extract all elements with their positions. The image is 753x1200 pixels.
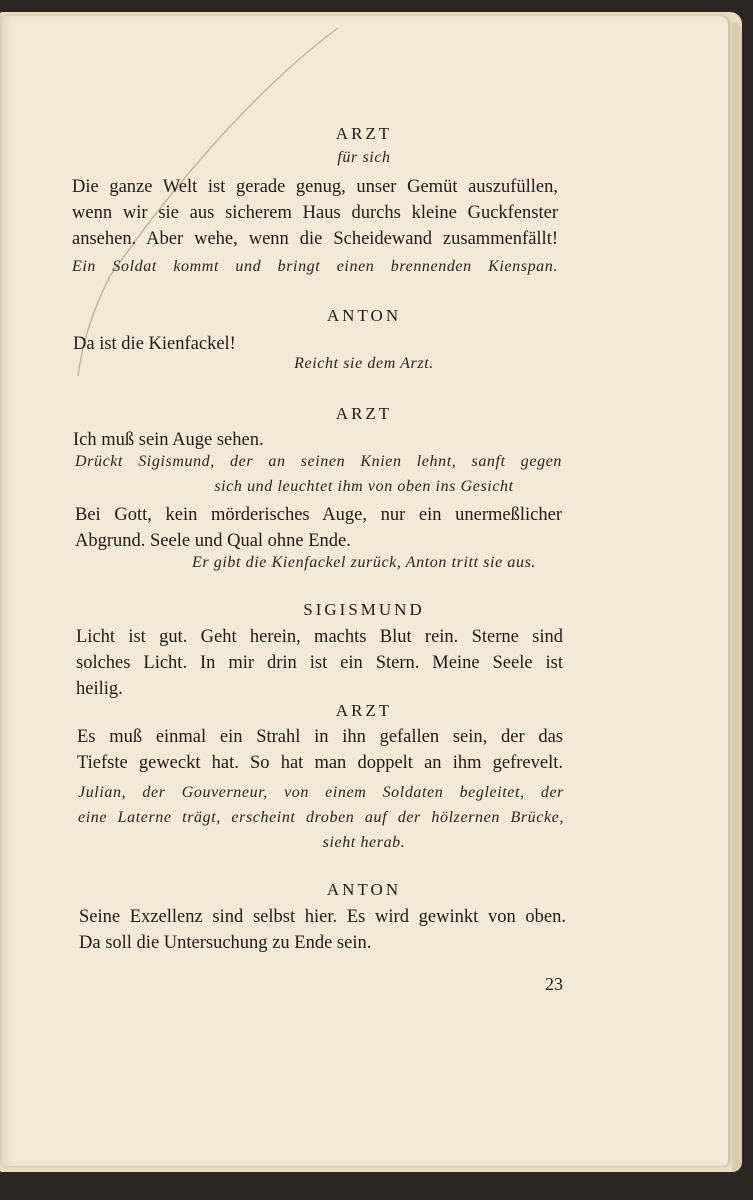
dialogue-line: Seine Exzellenz sind selbst hier. Es wird gewinkt von oben.	[79, 907, 566, 927]
dialogue-line: Da soll die Untersuchung zu Ende sein.	[79, 933, 372, 953]
book-page	[0, 16, 728, 1166]
dialogue-line: Tiefste geweckt hat. So hat man doppelt an ihm gefrevelt.	[77, 753, 563, 773]
stage-direction: sich und leuchtet ihm von oben ins Gesicht	[214, 478, 514, 495]
speaker-name: ARZT	[335, 404, 393, 423]
stage-direction: Julian, der Gouverneur, von einem Soldaten begleitet, der	[78, 784, 564, 801]
speaker-name: ANTON	[326, 880, 402, 899]
stage-direction: Ein Soldat kommt und bringt einen brennenden Kienspan.	[72, 258, 558, 275]
stage-direction: für sich	[337, 149, 391, 166]
dialogue-line: Abgrund. Seele und Qual ohne Ende.	[75, 531, 351, 551]
dialogue-line: solches Licht. In mir drin ist ein Stern. Meine Seele ist	[76, 653, 563, 673]
page-number: 23	[545, 974, 563, 994]
dialogue-line: ansehen. Aber wehe, wenn die Scheidewand zusammenfällt!	[72, 229, 558, 249]
dialogue-line: heilig.	[76, 679, 123, 699]
speaker-name: ANTON	[326, 306, 402, 325]
dialogue-line: Licht ist gut. Geht herein, machts Blut rein. Sterne sind	[76, 627, 563, 647]
stage-direction: sieht herab.	[322, 834, 406, 851]
dialogue-line: Die ganze Welt ist gerade genug, unser Gemüt auszufüllen,	[72, 177, 558, 197]
dialogue-line: Es muß einmal ein Strahl in ihn gefallen sein, der das	[77, 727, 563, 747]
speaker-name: SIGISMUND	[303, 600, 425, 619]
speaker-name: ARZT	[335, 124, 393, 143]
dialogue-line: Bei Gott, kein mörderisches Auge, nur ein unermeßlicher	[75, 505, 562, 525]
dialogue-line: Ich muß sein Auge sehen.	[73, 430, 264, 450]
page-edges	[732, 22, 742, 1172]
speaker-name: ARZT	[335, 701, 393, 720]
stage-direction: eine Laterne trägt, erscheint droben auf der hölzernen Brücke,	[78, 809, 564, 826]
stage-direction: Er gibt die Kienfackel zurück, Anton tritt sie aus.	[191, 554, 537, 571]
dialogue-line: Da ist die Kienfackel!	[73, 334, 236, 354]
stage-direction: Drückt Sigismund, der an seinen Knien lehnt, sanft gegen	[75, 453, 562, 470]
dialogue-line: wenn wir sie aus sicherem Haus durchs kleine Guckfenster	[72, 203, 558, 223]
stage-direction: Reicht sie dem Arzt.	[294, 355, 434, 372]
